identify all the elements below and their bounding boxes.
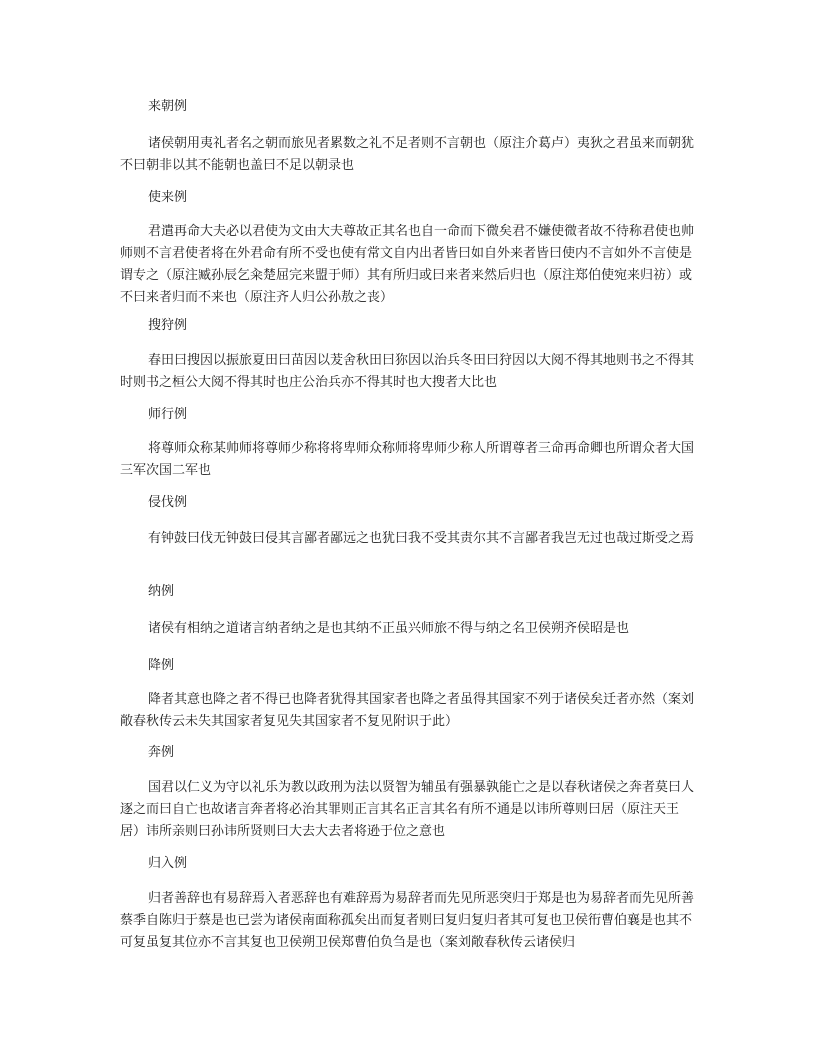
section-title: 归入例 [148, 856, 188, 871]
section-paragraph: 国君以仁义为守以礼乐为教以政刑为法以贤智为辅虽有强暴孰能亡之是以春秋诸侯之奔者莫曰人逐之而曰自亡也故诸言奔者将必治其罪则正言其名正言其名有所不通是以讳所尊则曰居（原注天王居）讳所亲则曰孙讳所贤则曰大去大去者将逊于位之意也 [120, 780, 695, 839]
section-paragraph: 降者其意也降之者不得已也降者犹得其国家者也降之者虽得其国家不列于诸侯矣迁者亦然（案刘敞春秋传云未失其国家者复见失其国家者不复见附识于此） [120, 692, 695, 729]
section-paragraph: 春田曰搜因以振旅夏田曰苗因以茇舍秋田曰狝因以治兵冬田曰狩因以大阅不得其地则书之不得其时则书之桓公大阅不得其时也庄公治兵亦不得其时也大搜者大比也 [120, 353, 695, 390]
section-paragraph: 诸侯有相纳之道诸言纳者纳之是也其纳不正虽兴师旅不得与纳之名卫侯朔齐侯昭是也 [148, 621, 630, 636]
section-title: 师行例 [148, 407, 188, 422]
section-title: 使来例 [148, 190, 188, 205]
section-title: 降例 [148, 658, 175, 673]
section-paragraph: 将尊师众称某帅师将尊师少称将将卑师众称师将卑师少称人所谓尊者三命再命卿也所谓众者大国三军次国二军也 [120, 441, 695, 478]
section-title: 奔例 [148, 745, 175, 760]
section-paragraph: 诸侯朝用夷礼者名之朝而旅见者累数之礼不足者则不言朝也（原注介葛卢）夷狄之君虽来而朝犹不曰朝非以其不能朝也盖曰不足以朝录也 [120, 136, 695, 173]
section-title: 来朝例 [148, 99, 188, 114]
section-title: 纳例 [148, 584, 175, 599]
section-paragraph: 有钟鼓曰伐无钟鼓曰侵其言鄙者鄙远之也犹曰我不受其责尔其不言鄙者我岂无过也哉过斯受之焉 [148, 531, 695, 546]
section-paragraph: 归者善辞也有易辞焉入者恶辞也有难辞焉为易辞者而先见所恶突归于郑是也为易辞者而先见所善蔡季自陈归于蔡是也已尝为诸侯南面称孤矣出而复者则曰复归复归者其可复也卫侯衎曹伯襄是也其不可复虽复其位亦不言其复也卫侯朔卫侯郑曹伯负刍是也（案刘敞春秋传云诸侯归 [120, 891, 695, 950]
section-title: 搜狩例 [148, 318, 188, 333]
section-title: 侵伐例 [148, 495, 188, 510]
section-paragraph: 君遣再命大夫必以君使为文由大夫尊故正其名也自一命而下微矣君不嫌使微者故不待称君使也帅师则不言君使者将在外君命有所不受也使有常文自内出者皆曰如自外来者皆曰使内不言如外不言使是谓专之（原注臧孙辰乞籴楚屈完来盟于师）其有所归或曰来者来然后归也（原注郑伯使宛来归祊）或不曰来者归而不来也（原注齐人归公孙敖之丧） [120, 224, 695, 305]
